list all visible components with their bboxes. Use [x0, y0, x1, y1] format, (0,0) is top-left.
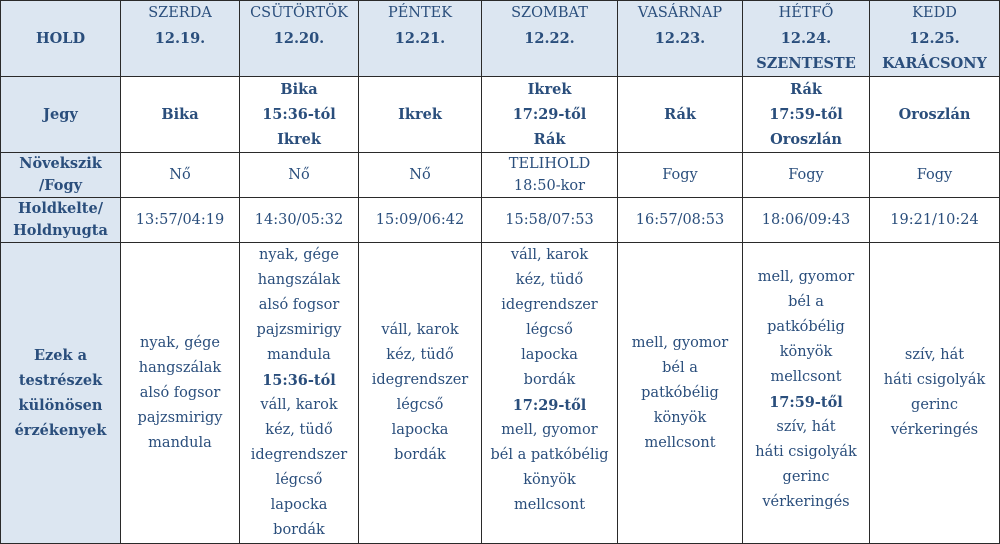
- sign-change-time: 15:36-tól: [262, 106, 336, 123]
- phase-text: Fogy: [916, 166, 953, 183]
- body-part-line: váll, karok: [260, 397, 338, 413]
- phase-label-line: /Fogy: [38, 177, 83, 194]
- sign-change-time: 15:36-tól: [262, 372, 336, 389]
- day-name: SZOMBAT: [511, 5, 588, 21]
- body-part-line: váll, karok: [510, 247, 589, 263]
- sign-row-label: Jegy: [1, 77, 121, 153]
- day-name: KEDD: [912, 5, 957, 21]
- day-name: SZERDA: [148, 5, 212, 21]
- body-part-line: idegrendszer: [501, 297, 598, 313]
- phase-cell: [240, 153, 359, 198]
- body-label-line: érzékenyek: [14, 422, 107, 439]
- sign-cell: [359, 77, 482, 153]
- body-part-line: bél a: [788, 294, 824, 310]
- body-part-line: patkóbélig: [641, 384, 719, 401]
- moonrise-cell: 13:57/04:19: [121, 198, 240, 243]
- sign-text: Rák: [790, 81, 822, 98]
- phase-text: Nő: [288, 166, 310, 183]
- body-part-line: könyök: [779, 344, 833, 360]
- body-part-line: könyök: [523, 472, 576, 488]
- body-parts-cell: [618, 243, 743, 544]
- sign-text: Bika: [280, 81, 318, 98]
- body-part-line: mellcsont: [770, 369, 842, 385]
- moonrise-cell: 15:58/07:53: [482, 198, 618, 243]
- body-label-line: Ezek a: [33, 347, 87, 364]
- body-part-line: nyak, gége: [140, 334, 220, 351]
- phase-cell: [743, 153, 870, 198]
- body-label-line: testrészek: [18, 372, 103, 389]
- day-date: 12.22.: [524, 30, 575, 47]
- moonrise-cell: 19:21/10:24: [870, 198, 1000, 243]
- body-parts-cell: [743, 243, 870, 544]
- phase-row: [1, 153, 1000, 198]
- body-part-line: váll, karok: [381, 322, 459, 338]
- body-parts-row: [1, 243, 1000, 544]
- day-date: 12.23.: [654, 30, 706, 47]
- day-header: [870, 1, 1000, 77]
- sign-cell: [240, 77, 359, 153]
- body-part-line: kéz, tüdő: [515, 272, 584, 288]
- body-part-line: bél a patkóbélig: [490, 447, 609, 463]
- sign-cell: [121, 77, 240, 153]
- body-part-line: bordák: [273, 522, 325, 538]
- day-date: 12.21.: [394, 30, 446, 47]
- body-parts-cell: [240, 243, 359, 544]
- sign-cell: [743, 77, 870, 153]
- phase-text: Nő: [169, 166, 191, 183]
- day-date: 12.19.: [154, 30, 206, 47]
- body-part-line: bordák: [523, 372, 576, 388]
- body-part-line: vérkeringés: [890, 422, 979, 438]
- body-part-line: gerinc: [782, 469, 830, 485]
- body-parts-cell: [359, 243, 482, 544]
- holiday-label: SZENTESTE: [756, 55, 856, 72]
- body-parts-row-label: [1, 243, 121, 544]
- day-header: [121, 1, 240, 77]
- day-name: CSÜTÖRTÖK: [250, 5, 348, 21]
- body-parts-cell: [870, 243, 1000, 544]
- phase-cell: [121, 153, 240, 198]
- moonrise-cell: 15:09/06:42: [359, 198, 482, 243]
- body-part-line: mellcsont: [644, 434, 716, 451]
- moonrise-label-line: Holdnyugta: [13, 222, 108, 239]
- body-part-line: bordák: [394, 447, 446, 463]
- phase-row-label: [1, 153, 121, 198]
- day-name: PÉNTEK: [387, 5, 453, 21]
- sign-text: Ikrek: [398, 106, 442, 123]
- day-header: [482, 1, 618, 77]
- body-parts-cell: [121, 243, 240, 544]
- day-name: HÉTFŐ: [778, 5, 834, 21]
- sign-row: [1, 77, 1000, 153]
- sign-change-time: 17:59-től: [769, 394, 843, 411]
- moonrise-cell: 18:06/09:43: [743, 198, 870, 243]
- sign-text: Rák: [664, 106, 696, 123]
- body-part-line: hangszálak: [257, 272, 341, 288]
- moonrise-label-line: Holdkelte/: [17, 200, 104, 217]
- moonrise-cell: 14:30/05:32: [240, 198, 359, 243]
- sign-text: Ikrek: [527, 81, 572, 98]
- day-header: [743, 1, 870, 77]
- day-name: VASÁRNAP: [637, 5, 723, 21]
- sign-cell: [482, 77, 618, 153]
- sign-cell: [618, 77, 743, 153]
- body-label-line: különösen: [18, 397, 103, 414]
- day-header: [359, 1, 482, 77]
- body-part-line: lapocka: [521, 347, 578, 363]
- body-part-line: vérkeringés: [762, 494, 850, 510]
- phase-label-line: Növekszik: [19, 155, 102, 172]
- body-part-line: bél a: [662, 359, 698, 376]
- moonrise-row: [1, 198, 1000, 243]
- phase-text: Fogy: [662, 166, 698, 183]
- sign-text: Rák: [533, 131, 566, 148]
- body-part-line: mandula: [148, 434, 212, 451]
- body-part-line: mellcsont: [513, 497, 586, 513]
- holiday-label: KARÁCSONY: [882, 55, 987, 72]
- body-part-line: alsó fogsor: [258, 297, 340, 313]
- body-part-line: könyök: [653, 409, 707, 426]
- phase-cell: [482, 153, 618, 198]
- phase-text: Nő: [409, 166, 431, 183]
- moonrise-cell: 16:57/08:53: [618, 198, 743, 243]
- sign-change-time: 17:29-től: [512, 106, 587, 123]
- day-date: 12.24.: [780, 30, 832, 47]
- body-part-line: kéz, tüdő: [265, 422, 333, 438]
- phase-cell: [359, 153, 482, 198]
- body-part-line: mell, gyomor: [501, 422, 598, 438]
- phase-cell: [870, 153, 1000, 198]
- body-part-line: nyak, gége: [259, 247, 339, 263]
- full-moon-time: 18:50-kor: [513, 178, 586, 194]
- body-part-line: patkóbélig: [767, 319, 845, 335]
- phase-cell: [618, 153, 743, 198]
- body-part-line: pajzsmirigy: [256, 322, 342, 338]
- body-part-line: légcső: [275, 472, 323, 488]
- header-row: [1, 1, 1000, 77]
- body-part-line: idegrendszer: [371, 372, 469, 388]
- sign-cell: [870, 77, 1000, 153]
- body-part-line: szív, hát: [904, 347, 965, 363]
- sign-change-time: 17:59-től: [769, 106, 843, 123]
- body-part-line: idegrendszer: [250, 447, 348, 463]
- sign-text: Ikrek: [277, 131, 321, 148]
- body-part-line: lapocka: [270, 497, 328, 513]
- body-part-line: gerinc: [911, 397, 958, 413]
- body-part-line: mell, gyomor: [757, 269, 855, 285]
- body-part-line: háti csigolyák: [755, 444, 857, 460]
- sign-text: Oroszlán: [898, 106, 971, 123]
- sign-change-time: 17:29-től: [512, 397, 587, 414]
- body-part-line: szív, hát: [776, 419, 836, 435]
- body-part-line: pajzsmirigy: [137, 409, 223, 426]
- body-part-line: hangszálak: [138, 359, 222, 376]
- moonrise-row-label: [1, 198, 121, 243]
- body-part-line: mandula: [267, 347, 331, 363]
- full-moon-label: TELIHOLD: [508, 156, 591, 172]
- body-part-line: mell, gyomor: [631, 334, 729, 351]
- body-part-line: háti csigolyák: [883, 372, 986, 388]
- body-parts-cell: [482, 243, 618, 544]
- body-part-line: alsó fogsor: [139, 384, 221, 401]
- day-header: [240, 1, 359, 77]
- body-part-line: légcső: [396, 397, 444, 413]
- body-part-line: légcső: [526, 322, 573, 338]
- phase-text: Fogy: [788, 166, 824, 183]
- body-part-line: kéz, tüdő: [386, 347, 454, 363]
- body-part-line: lapocka: [391, 422, 449, 438]
- day-date: 12.25.: [909, 30, 960, 47]
- day-header: [618, 1, 743, 77]
- sign-text: Bika: [161, 106, 199, 123]
- day-date: 12.20.: [273, 30, 325, 47]
- corner-label: HOLD: [1, 1, 121, 77]
- sign-text: Oroszlán: [770, 131, 842, 148]
